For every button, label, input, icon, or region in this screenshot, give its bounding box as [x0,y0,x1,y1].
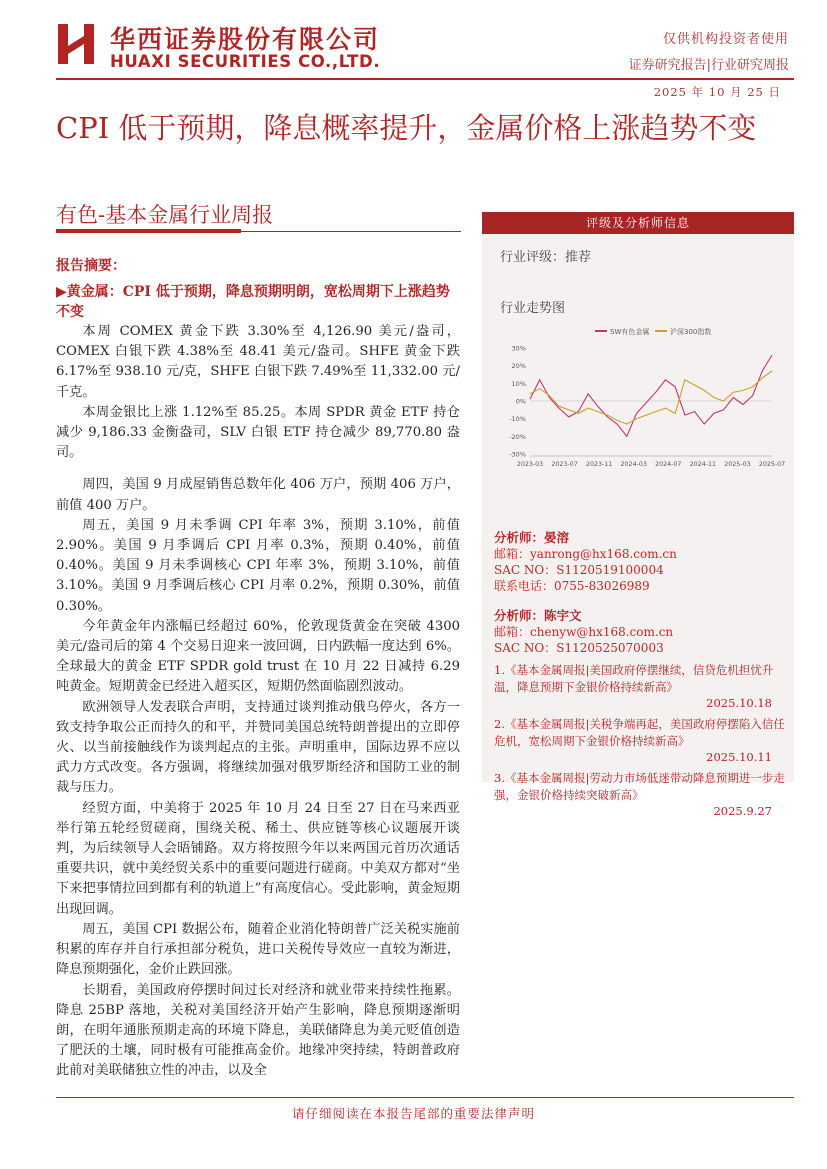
report-subtitle: 有色-基本金属行业周报 [56,203,274,227]
chart-series [530,355,772,436]
related-report-date: 2025.10.11 [706,750,772,764]
paragraph: 本周金银比上涨 1.12%至 85.25。本周 SPDR 黄金 ETF 持仓减少 9,186.33 金衡盎司，SLV 白银 ETF 持仓减少 89,770.80 盎司。 [56,404,460,461]
x-axis [517,456,785,468]
y-axis [509,345,772,459]
analyst-2 [494,606,673,656]
abstract-label: 报告摘要： [56,258,126,274]
email-label: 邮箱： [494,625,531,639]
analyst-sac: S1120525070003 [556,641,664,655]
footer-divider [56,1097,794,1098]
legend-label: 沪深300指数 [670,328,712,336]
x-tick-label: 2025-07 [758,461,785,468]
x-tick-label: 2023-11 [585,461,613,468]
analyst-name-label: 分析师： [494,608,545,623]
y-tick-label: 10% [511,379,526,388]
related-report-link[interactable]: 1.《基本金属周报|美国政府停摆继续，信贷危机担忧升温，降息预期下金银价格持续新高》 [494,663,774,694]
related-report-date: 2025.9.27 [713,804,772,818]
paragraph: 周四，美国 9 月成屋销售总数年化 406 万户，预期 406 万户，前值 400 万户。 [56,477,460,513]
rating-value: 推荐 [565,250,592,265]
sac-label: SAC NO： [494,563,557,577]
section-heading: ▶黄金属：CPI 低于预期，降息预期明朗，宽松周期下上涨趋势不变 [56,284,450,320]
y-tick-label: 30% [511,344,526,353]
company-name-en: HUAXI SECURITIES CO.,LTD. [110,52,381,71]
company-name-cn: 华西证券股份有限公司 [110,25,381,54]
rating-label: 行业评级： [500,250,566,265]
trend-chart-label: 行业走势图 [500,301,566,316]
related-report-date: 2025.10.18 [706,696,772,710]
analyst-name-label: 分析师： [494,530,545,545]
legal-notice: 请仔细阅读在本报告尾部的重要法律声明 [291,1106,535,1121]
paragraph: 周五，美国 9 月未季调 CPI 年率 3%，预期 3.10%，前值 2.90%。美国 9 月季调后 CPI 月率 0.3%，预期 0.40%，前值 0.40%。美国 9 月未季调核心 CPI 年率 3%，预期 3.10%，前值 3.10%。美国 9 月季调后核心 CPI 月率 0.2%，预期 0.30%，前值 0.30%。 [56,517,460,614]
y-tick-label: 20% [511,362,526,371]
report-type: 证券研究报告|行业研究周报 [628,58,789,73]
body-text [56,322,460,1082]
y-tick-label: -10% [509,415,526,424]
company-logo-mark [56,20,96,68]
report-date: 2025 年 10 月 25 日 [653,85,781,99]
analyst-name: 陈宇文 [544,608,582,623]
legend-label: SW有色金属 [610,328,650,336]
paragraph: 今年黄金年内涨幅已经超过 60%，伦敦现货黄金在突破 4300 美元/盎司后的第 4 个交易日迎来一波回调，日内跌幅一度达到 6%。全球最大的黄金 ETF SPDR gold trust 在 10 月 22 日减持 6.29 吨黄金。短期黄金已经进入超买区，短期仍然面临剧烈波动。 [56,618,460,695]
x-tick-label: 2023-03 [516,461,544,468]
related-report-link[interactable]: 3.《基本金属周报|劳动力市场低迷带动降息预期进一步走强，金银价格持续突破新高》 [494,771,785,802]
paragraph: 本周 COMEX 黄金下跌 3.30%至 4,126.90 美元/盎司，COMEX 白银下跌 4.38%至 48.41 美元/盎司。SHFE 黄金下跌 6.17%至 938.10 元/克，SHFE 白银下跌 7.49%至 11,332.00 元/千克。 [56,324,460,400]
report-title: CPI 低于预期，降息概率提升，金属价格上涨趋势不变 [56,111,757,145]
x-tick-label: 2024-07 [655,461,682,468]
related-reports [482,662,794,824]
subtitle-divider [56,231,461,232]
email-label: 邮箱： [494,547,531,561]
series-line [530,355,772,436]
analyst-email[interactable]: chenyw@hx168.com.cn [530,625,674,639]
paragraph: 经贸方面，中美将于 2025 年 10 月 24 日至 27 日在马来西亚举行第五轮经贸磋商，围绕关税、稀土、供应链等核心议题展开谈判，为后续领导人会晤铺路。双方将按照今年以来两国元首历次通话重要共识，就中美经贸关系中的重要问题进行磋商。中美双方都对“坐下来把事情拉回到都有利的轨道上”有高度信心。受此影响，黄金短期出现回调。 [56,800,460,917]
related-report-link[interactable]: 2.《基本金属周报|关税争端再起，美国政府停摆陷入信任危机，宽松周期下金银价格持续新高》 [494,717,785,748]
y-tick-label: -20% [509,432,526,441]
x-tick-label: 2024-11 [689,461,717,468]
industry-rating [500,246,591,265]
analyst-sac: S1120519100004 [556,563,664,577]
sidebar-header: 评级及分析师信息 [482,212,794,234]
paragraph: 长期看，美国政府停摆时间过长对经济和就业带来持续性拖累。降息 25BP 落地，关税对美国经济开始产生影响，降息预期逐渐明朗，在明年通胀预期走高的环境下降息，美联储降息为美元贬值创造了肥沃的土壤，同时极有可能推高金价。地缘冲突持续，特朗普政府此前对美联储独立性的冲击，以及全 [56,982,460,1079]
analyst-1 [494,528,677,594]
x-tick-label: 2025-03 [724,461,751,468]
header-divider [56,78,794,80]
analyst-phone: 0755-83026989 [554,579,650,593]
x-tick-label: 2023-07 [551,461,578,468]
audience-note: 仅供机构投资者使用 [662,32,789,47]
analyst-email[interactable]: yanrong@hx168.com.cn [530,547,677,561]
y-tick-label: -30% [509,450,526,459]
phone-label: 联系电话： [494,579,555,593]
paragraph: 欧洲领导人发表联合声明，支持通过谈判推动俄乌停火，各方一致支持争取公正而持久的和平，并赞同美国总统特朗普提出的立即停火、以当前接触线作为谈判起点的主张。声明重申，国际边界不应以武力方式改变。各方强调，将继续加强对俄罗斯经济和国防工业的制裁与压力。 [56,699,460,796]
chart-legend [595,327,711,336]
sac-label: SAC NO： [494,641,557,655]
industry-trend-chart [500,322,785,472]
x-tick-label: 2024-03 [620,461,647,468]
paragraph: 周五，美国 CPI 数据公布，随着企业消化特朗普广泛关税实施前积累的库存并自行承担部分税负，进口关税传导效应一直较为渐进，降息预期强化，金价止跌回涨。 [56,921,460,978]
y-tick-label: 0% [515,397,526,406]
analyst-name: 晏溶 [544,530,570,545]
